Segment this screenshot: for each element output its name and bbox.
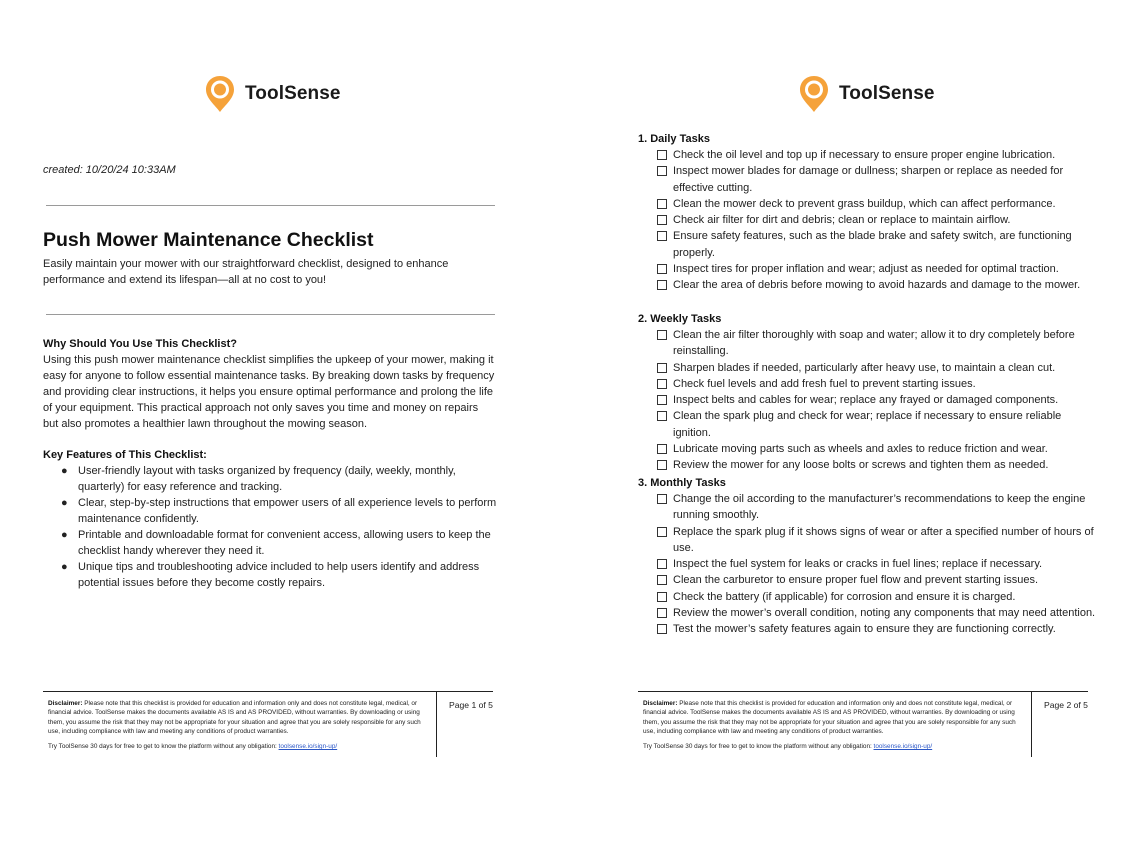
checklist-item: Lubricate moving parts such as wheels and axles to reduce friction and wear. bbox=[638, 441, 1098, 457]
page-number: Page 1 of 5 bbox=[449, 700, 493, 710]
checkbox[interactable] bbox=[657, 559, 667, 569]
checklist-item: Review the mower’s overall condition, noting any components that may need attention. bbox=[638, 605, 1098, 621]
checklist-item: Inspect tires for proper inflation and wear; adjust as needed for optimal traction. bbox=[638, 261, 1098, 277]
checklist-item: Change the oil according to the manufacturer’s recommendations to keep the engine running smoothly. bbox=[638, 491, 1098, 524]
checkbox[interactable] bbox=[657, 575, 667, 585]
checklist-item: Clean the air filter thoroughly with soap and water; allow it to dry completely before reinstalling. bbox=[638, 327, 1098, 360]
feature-item: ● Printable and downloadable format for convenient access, allowing users to keep the checklist handy wherever they need it. bbox=[61, 529, 491, 557]
checklist-item: Clear the area of debris before mowing to avoid hazards and damage to the mower. bbox=[638, 277, 1098, 293]
feature-item: ● Clear, step-by-step instructions that empower users of all experience levels to perform maintenance confidently. bbox=[61, 497, 497, 525]
checklist-item: Test the mower’s safety features again to ensure they are functioning correctly. bbox=[638, 621, 1098, 637]
checklist-item: Sharpen blades if needed, particularly after heavy use, to maintain a clean cut. bbox=[638, 360, 1098, 376]
checkbox[interactable] bbox=[657, 460, 667, 470]
trial-note: Try ToolSense 30 days for free to get to know the platform without any obligation: toolsense.io/sign-up/ bbox=[643, 743, 933, 750]
checklist bbox=[638, 491, 1098, 638]
checkbox[interactable] bbox=[657, 379, 667, 389]
checkbox[interactable] bbox=[657, 592, 667, 602]
page-title: Push Mower Maintenance Checklist bbox=[43, 229, 374, 251]
toolsense-logo bbox=[798, 74, 935, 114]
checkbox[interactable] bbox=[657, 494, 667, 504]
features-heading: Key Features of This Checklist: bbox=[43, 449, 207, 461]
checkbox[interactable] bbox=[657, 444, 667, 454]
checklist-item: Inspect mower blades for damage or dullness; sharpen or replace as needed for effective cutting. bbox=[638, 163, 1098, 196]
why-paragraph: Using this push mower maintenance checklist simplifies the upkeep of your mower, making it easy for anyone to follow essential maintenance tasks. By breaking down tasks by frequency and providing clear instructions, it helps you ensure optimal performance and prolong the life of your equipment. This practical approach not only saves you time and money on repairs but also promotes a healthier lawn throughout the mowing season. bbox=[43, 354, 495, 430]
checkbox[interactable] bbox=[657, 608, 667, 618]
features-list bbox=[43, 463, 498, 591]
section-heading: 3. Monthly Tasks bbox=[638, 477, 726, 489]
checklist-item: Inspect the fuel system for leaks or cracks in fuel lines; replace if necessary. bbox=[638, 556, 1098, 572]
weekly-tasks-section bbox=[638, 311, 1098, 474]
checklist-item: Check air filter for dirt and debris; clean or replace to maintain airflow. bbox=[638, 212, 1098, 228]
checklist-item: Replace the spark plug if it shows signs of wear or after a specified number of hours of use. bbox=[638, 524, 1098, 557]
footer-divider bbox=[1031, 692, 1032, 757]
trial-note: Try ToolSense 30 days for free to get to know the platform without any obligation: toolsense.io/sign-up/ bbox=[48, 743, 338, 750]
checkbox[interactable] bbox=[657, 166, 667, 176]
feature-item: ● Unique tips and troubleshooting advice included to help users identify and address potential issues before they become costly repairs. bbox=[61, 561, 480, 589]
checklist-item: Clean the mower deck to prevent grass buildup, which can affect performance. bbox=[638, 196, 1098, 212]
checkbox[interactable] bbox=[657, 150, 667, 160]
why-heading: Why Should You Use This Checklist? bbox=[43, 338, 237, 350]
checkbox[interactable] bbox=[657, 264, 667, 274]
page-number: Page 2 of 5 bbox=[1044, 700, 1088, 710]
checkbox[interactable] bbox=[657, 280, 667, 290]
checkbox[interactable] bbox=[657, 199, 667, 209]
checklist-item: Clean the carburetor to ensure proper fuel flow and prevent starting issues. bbox=[638, 572, 1098, 588]
signup-link[interactable]: toolsense.io/sign-up/ bbox=[873, 743, 933, 750]
divider bbox=[46, 205, 495, 206]
document-page-2 bbox=[571, 0, 1142, 854]
checkbox[interactable] bbox=[657, 527, 667, 537]
checklist-item: Check the battery (if applicable) for corrosion and ensure it is charged. bbox=[638, 589, 1098, 605]
checklist-item: Review the mower for any loose bolts or screws and tighten them as needed. bbox=[638, 457, 1098, 473]
feature-item: ● User-friendly layout with tasks organized by frequency (daily, weekly, monthly, quarterly) for easy reference and tracking. bbox=[61, 465, 456, 493]
monthly-tasks-section bbox=[638, 475, 1098, 638]
section-heading: 1. Daily Tasks bbox=[638, 133, 710, 145]
divider bbox=[46, 314, 495, 315]
checklist-item: Inspect belts and cables for wear; replace any frayed or damaged components. bbox=[638, 392, 1098, 408]
checkbox[interactable] bbox=[657, 215, 667, 225]
toolsense-logo bbox=[204, 74, 341, 114]
checklist-item: Ensure safety features, such as the blade brake and safety switch, are functioning properly. bbox=[638, 228, 1098, 261]
checklist-item: Check fuel levels and add fresh fuel to prevent starting issues. bbox=[638, 376, 1098, 392]
section-heading: 2. Weekly Tasks bbox=[638, 313, 722, 325]
page-subtitle: Easily maintain your mower with our straightforward checklist, designed to enhance performance and extend its lifespan—all at no cost to you! bbox=[43, 258, 449, 286]
daily-tasks-section bbox=[638, 131, 1098, 294]
page-footer bbox=[43, 691, 493, 757]
checkbox[interactable] bbox=[657, 395, 667, 405]
bullet-icon: ● bbox=[61, 497, 68, 509]
bullet-icon: ● bbox=[61, 529, 68, 541]
checkbox[interactable] bbox=[657, 411, 667, 421]
brand-name: ToolSense bbox=[839, 83, 935, 104]
features-section bbox=[43, 447, 498, 591]
checkbox[interactable] bbox=[657, 330, 667, 340]
footer-divider bbox=[436, 692, 437, 757]
bullet-icon: ● bbox=[61, 465, 68, 477]
location-pin-logo-icon bbox=[204, 74, 236, 114]
checkbox[interactable] bbox=[657, 624, 667, 634]
signup-link[interactable]: toolsense.io/sign-up/ bbox=[278, 743, 338, 750]
checklist bbox=[638, 327, 1098, 474]
created-timestamp: created: 10/20/24 10:33AM bbox=[43, 164, 176, 176]
why-section bbox=[43, 336, 495, 432]
page-footer bbox=[638, 691, 1088, 757]
location-pin-logo-icon bbox=[798, 74, 830, 114]
disclaimer: Disclaimer: Please note that this checklist is provided for education and information only and does not constitute legal, medical, or financial advice. ToolSense makes the documents available AS IS and AS PROVIDED, without warranties. By downloading or using them, you assume the risk that they may not be appropriate for your situation and agree that you are solely responsible for any such use, including compliance with law and meeting any conditions of product warranties. bbox=[643, 700, 1016, 736]
disclaimer: Disclaimer: Please note that this checklist is provided for education and information only and does not constitute legal, medical, or financial advice. ToolSense makes the documents available AS IS and AS PROVIDED, without warranties. By downloading or using them, you assume the risk that they may not be appropriate for your situation and agree that you are solely responsible for any such use, including compliance with law and meeting any conditions of product warranties. bbox=[48, 700, 421, 736]
checklist-item: Check the oil level and top up if necessary to ensure proper engine lubrication. bbox=[638, 147, 1098, 163]
bullet-icon: ● bbox=[61, 561, 68, 573]
checkbox[interactable] bbox=[657, 363, 667, 373]
checkbox[interactable] bbox=[657, 231, 667, 241]
checklist-item: Clean the spark plug and check for wear; replace if necessary to ensure reliable ignition. bbox=[638, 408, 1098, 441]
brand-name: ToolSense bbox=[245, 83, 341, 104]
checklist bbox=[638, 147, 1098, 294]
